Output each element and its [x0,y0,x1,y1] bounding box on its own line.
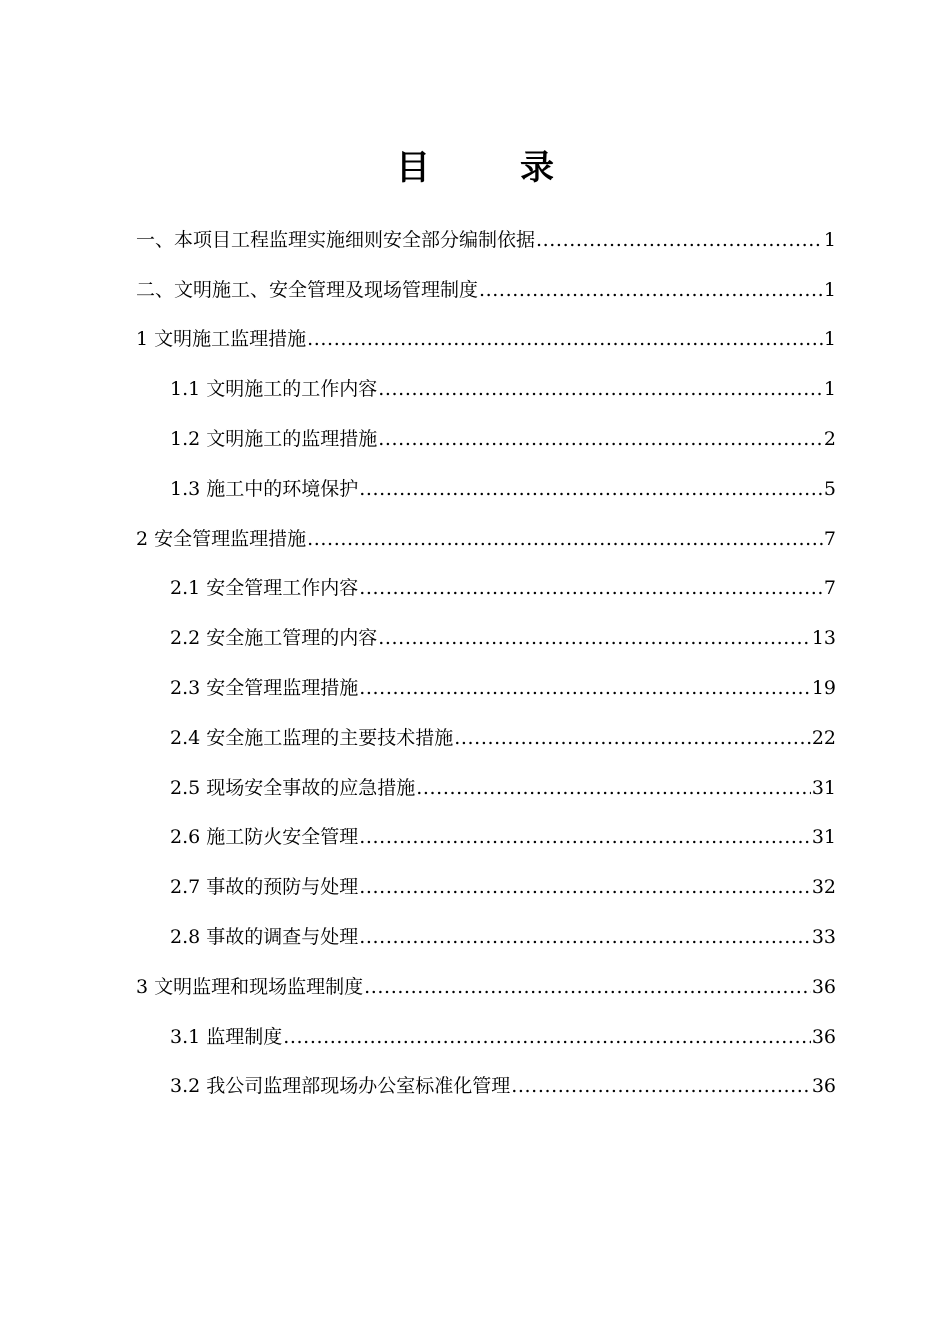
toc-dot-leader [283,1024,811,1050]
toc-dot-leader [359,675,811,701]
toc-dot-leader [416,775,811,801]
toc-title: 目 录 [396,148,582,188]
toc-dot-leader [359,575,823,601]
toc-entry-label: 二、文明施工、安全管理及现场管理制度 [136,278,479,301]
toc-entry-page-number: 2 [823,428,836,451]
toc-dot-leader [359,824,811,850]
toc-dot-leader [479,277,823,303]
toc-entry[interactable] [0,514,950,564]
toc-list [0,215,950,1111]
toc-entry-page-number: 19 [811,677,836,700]
toc-entry-page-number: 7 [823,527,836,550]
toc-entry[interactable] [0,962,950,1012]
toc-entry-label: 2.4 安全施工监理的主要技术措施 [170,726,454,749]
toc-entry-label: 1.2 文明施工的监理措施 [170,428,378,451]
toc-entry-page-number: 31 [811,776,836,799]
toc-entry-label: 1.1 文明施工的工作内容 [170,378,378,401]
toc-entry-label: 2 安全管理监理措施 [136,527,307,550]
toc-entry[interactable] [0,862,950,912]
toc-entry-label: 3 文明监理和现场监理制度 [136,975,364,998]
toc-entry[interactable] [0,912,950,962]
toc-entry-label: 2.1 安全管理工作内容 [170,577,359,600]
toc-entry-page-number: 31 [811,826,836,849]
toc-entry[interactable] [0,564,950,614]
toc-dot-leader [536,227,823,253]
toc-entry[interactable] [0,1012,950,1062]
toc-entry-page-number: 36 [811,1075,836,1098]
toc-dot-leader [359,476,823,502]
toc-entry[interactable] [0,813,950,863]
toc-dot-leader [454,725,811,751]
toc-dot-leader [378,426,823,452]
toc-entry[interactable] [0,613,950,663]
toc-entry-page-number: 36 [811,1025,836,1048]
toc-entry-label: 一、本项目工程监理实施细则安全部分编制依据 [136,228,536,251]
toc-entry-page-number: 13 [811,627,836,650]
toc-entry[interactable] [0,713,950,763]
toc-entry-label: 3.1 监理制度 [170,1025,283,1048]
toc-entry-page-number: 7 [823,577,836,600]
toc-entry-label: 3.2 我公司监理部现场办公室标准化管理 [170,1075,511,1098]
toc-entry-label: 2.5 现场安全事故的应急措施 [170,776,416,799]
toc-dot-leader [364,974,811,1000]
toc-dot-leader [307,326,823,352]
toc-entry-page-number: 32 [811,876,836,899]
toc-entry[interactable] [0,215,950,265]
toc-entry-label: 2.3 安全管理监理措施 [170,677,359,700]
toc-dot-leader [378,376,823,402]
toc-dot-leader [511,1073,811,1099]
toc-entry-label: 2.8 事故的调查与处理 [170,926,359,949]
toc-entry[interactable] [0,464,950,514]
toc-entry-label: 1.3 施工中的环境保护 [170,477,359,500]
toc-entry-label: 2.6 施工防火安全管理 [170,826,359,849]
toc-entry-page-number: 1 [823,228,836,251]
toc-entry-label: 2.7 事故的预防与处理 [170,876,359,899]
toc-entry-label: 2.2 安全施工管理的内容 [170,627,378,650]
toc-entry[interactable] [0,315,950,365]
toc-entry-label: 1 文明施工监理措施 [136,328,307,351]
toc-entry-page-number: 22 [811,726,836,749]
toc-dot-leader [378,625,811,651]
toc-dot-leader [359,924,811,950]
toc-entry[interactable] [0,1062,950,1112]
toc-entry[interactable] [0,364,950,414]
toc-entry-page-number: 33 [811,926,836,949]
toc-dot-leader [359,874,811,900]
toc-entry[interactable] [0,663,950,713]
toc-dot-leader [307,526,823,552]
toc-entry-page-number: 1 [823,328,836,351]
toc-entry-page-number: 5 [823,477,836,500]
toc-entry-page-number: 1 [823,278,836,301]
toc-entry[interactable] [0,414,950,464]
toc-entry[interactable] [0,265,950,315]
toc-entry-page-number: 36 [811,975,836,998]
toc-entry[interactable] [0,763,950,813]
toc-entry-page-number: 1 [823,378,836,401]
